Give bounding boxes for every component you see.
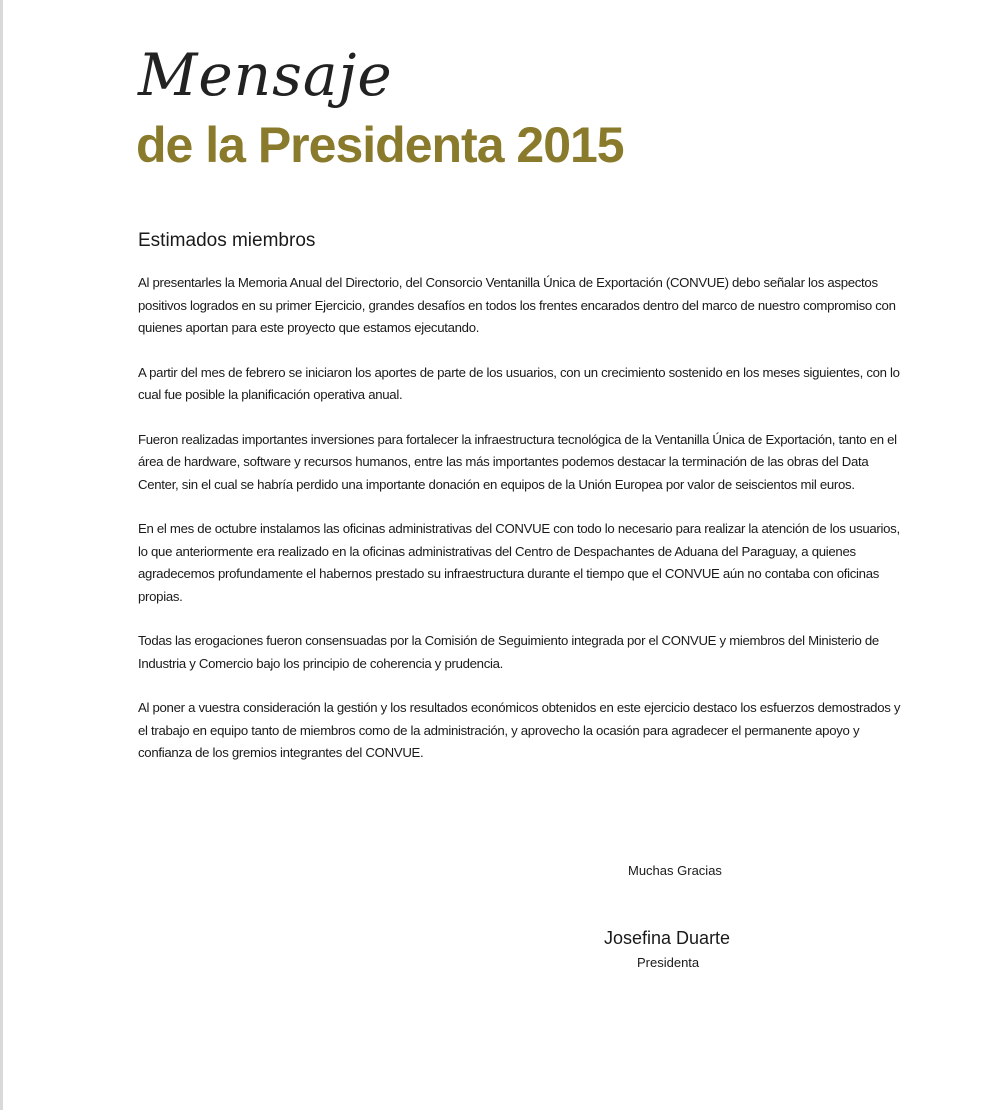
paragraph: Fueron realizadas importantes inversiones para fortalecer la infraestructura tecnológica de la Ventanilla Única de Exportación, tanto en el área de hardware, software y recursos humanos, entre las más importantes podemos destacar la terminación de las obras del Data Center, sin el cual se habría perdido una importante donación en equipos de la Unión Europea por valor de seiscientos mil euros.: [138, 431, 897, 492]
letter-body: [138, 272, 910, 787]
closing-text: Muchas Gracias: [628, 863, 722, 878]
paragraph: Al poner a vuestra consideración la gestión y los resultados económicos obtenidos en este ejercicio destaco los esfuerzos demostrados y el trabajo en equipo tanto de miembros como de la administración, y aprovecho la ocasión para agradecer el permanente apoyo y confianza de los gremios integrantes del CONVUE.: [138, 700, 901, 760]
title-script: Mensaje: [138, 41, 393, 109]
page-edge-divider: [0, 0, 3, 1110]
salutation: Estimados miembros: [138, 230, 316, 251]
paragraph: Todas las erogaciones fueron consensuadas por la Comisión de Seguimiento integrada por el CONVUE y miembros del Ministerio de Industria y Comercio bajo los principio de coherencia y prudencia.: [138, 633, 879, 671]
paragraph: En el mes de octubre instalamos las oficinas administrativas del CONVUE con todo lo necesario para realizar la atención de los usuarios, lo que anteriormente era realizado en la oficinas administrativas del Centro de Despachantes de Aduana del Paraguay, a quienes agradecemos profundamente el habernos prestado su infraestructura durante el tiempo que el CONVUE aún no contaba con oficinas propias.: [138, 521, 900, 604]
signer-name: Josefina Duarte: [604, 928, 731, 948]
page-title: de la Presidenta 2015: [136, 117, 624, 173]
signer-role: Presidenta: [637, 955, 700, 970]
paragraph: A partir del mes de febrero se iniciaron los aportes de parte de los usuarios, con un crecimiento sostenido en los meses siguientes, con lo cual fue posible la planificación operativa anual.: [138, 364, 900, 402]
paragraph: Al presentarles la Memoria Anual del Directorio, del Consorcio Ventanilla Única de Exportación (CONVUE) debo señalar los aspectos positivos logrados en su primer Ejercicio, grandes desafíos en todos los frentes encarados dentro del marco de nuestro compromiso con quienes aportan para este proyecto que estamos ejecutando.: [138, 275, 896, 335]
